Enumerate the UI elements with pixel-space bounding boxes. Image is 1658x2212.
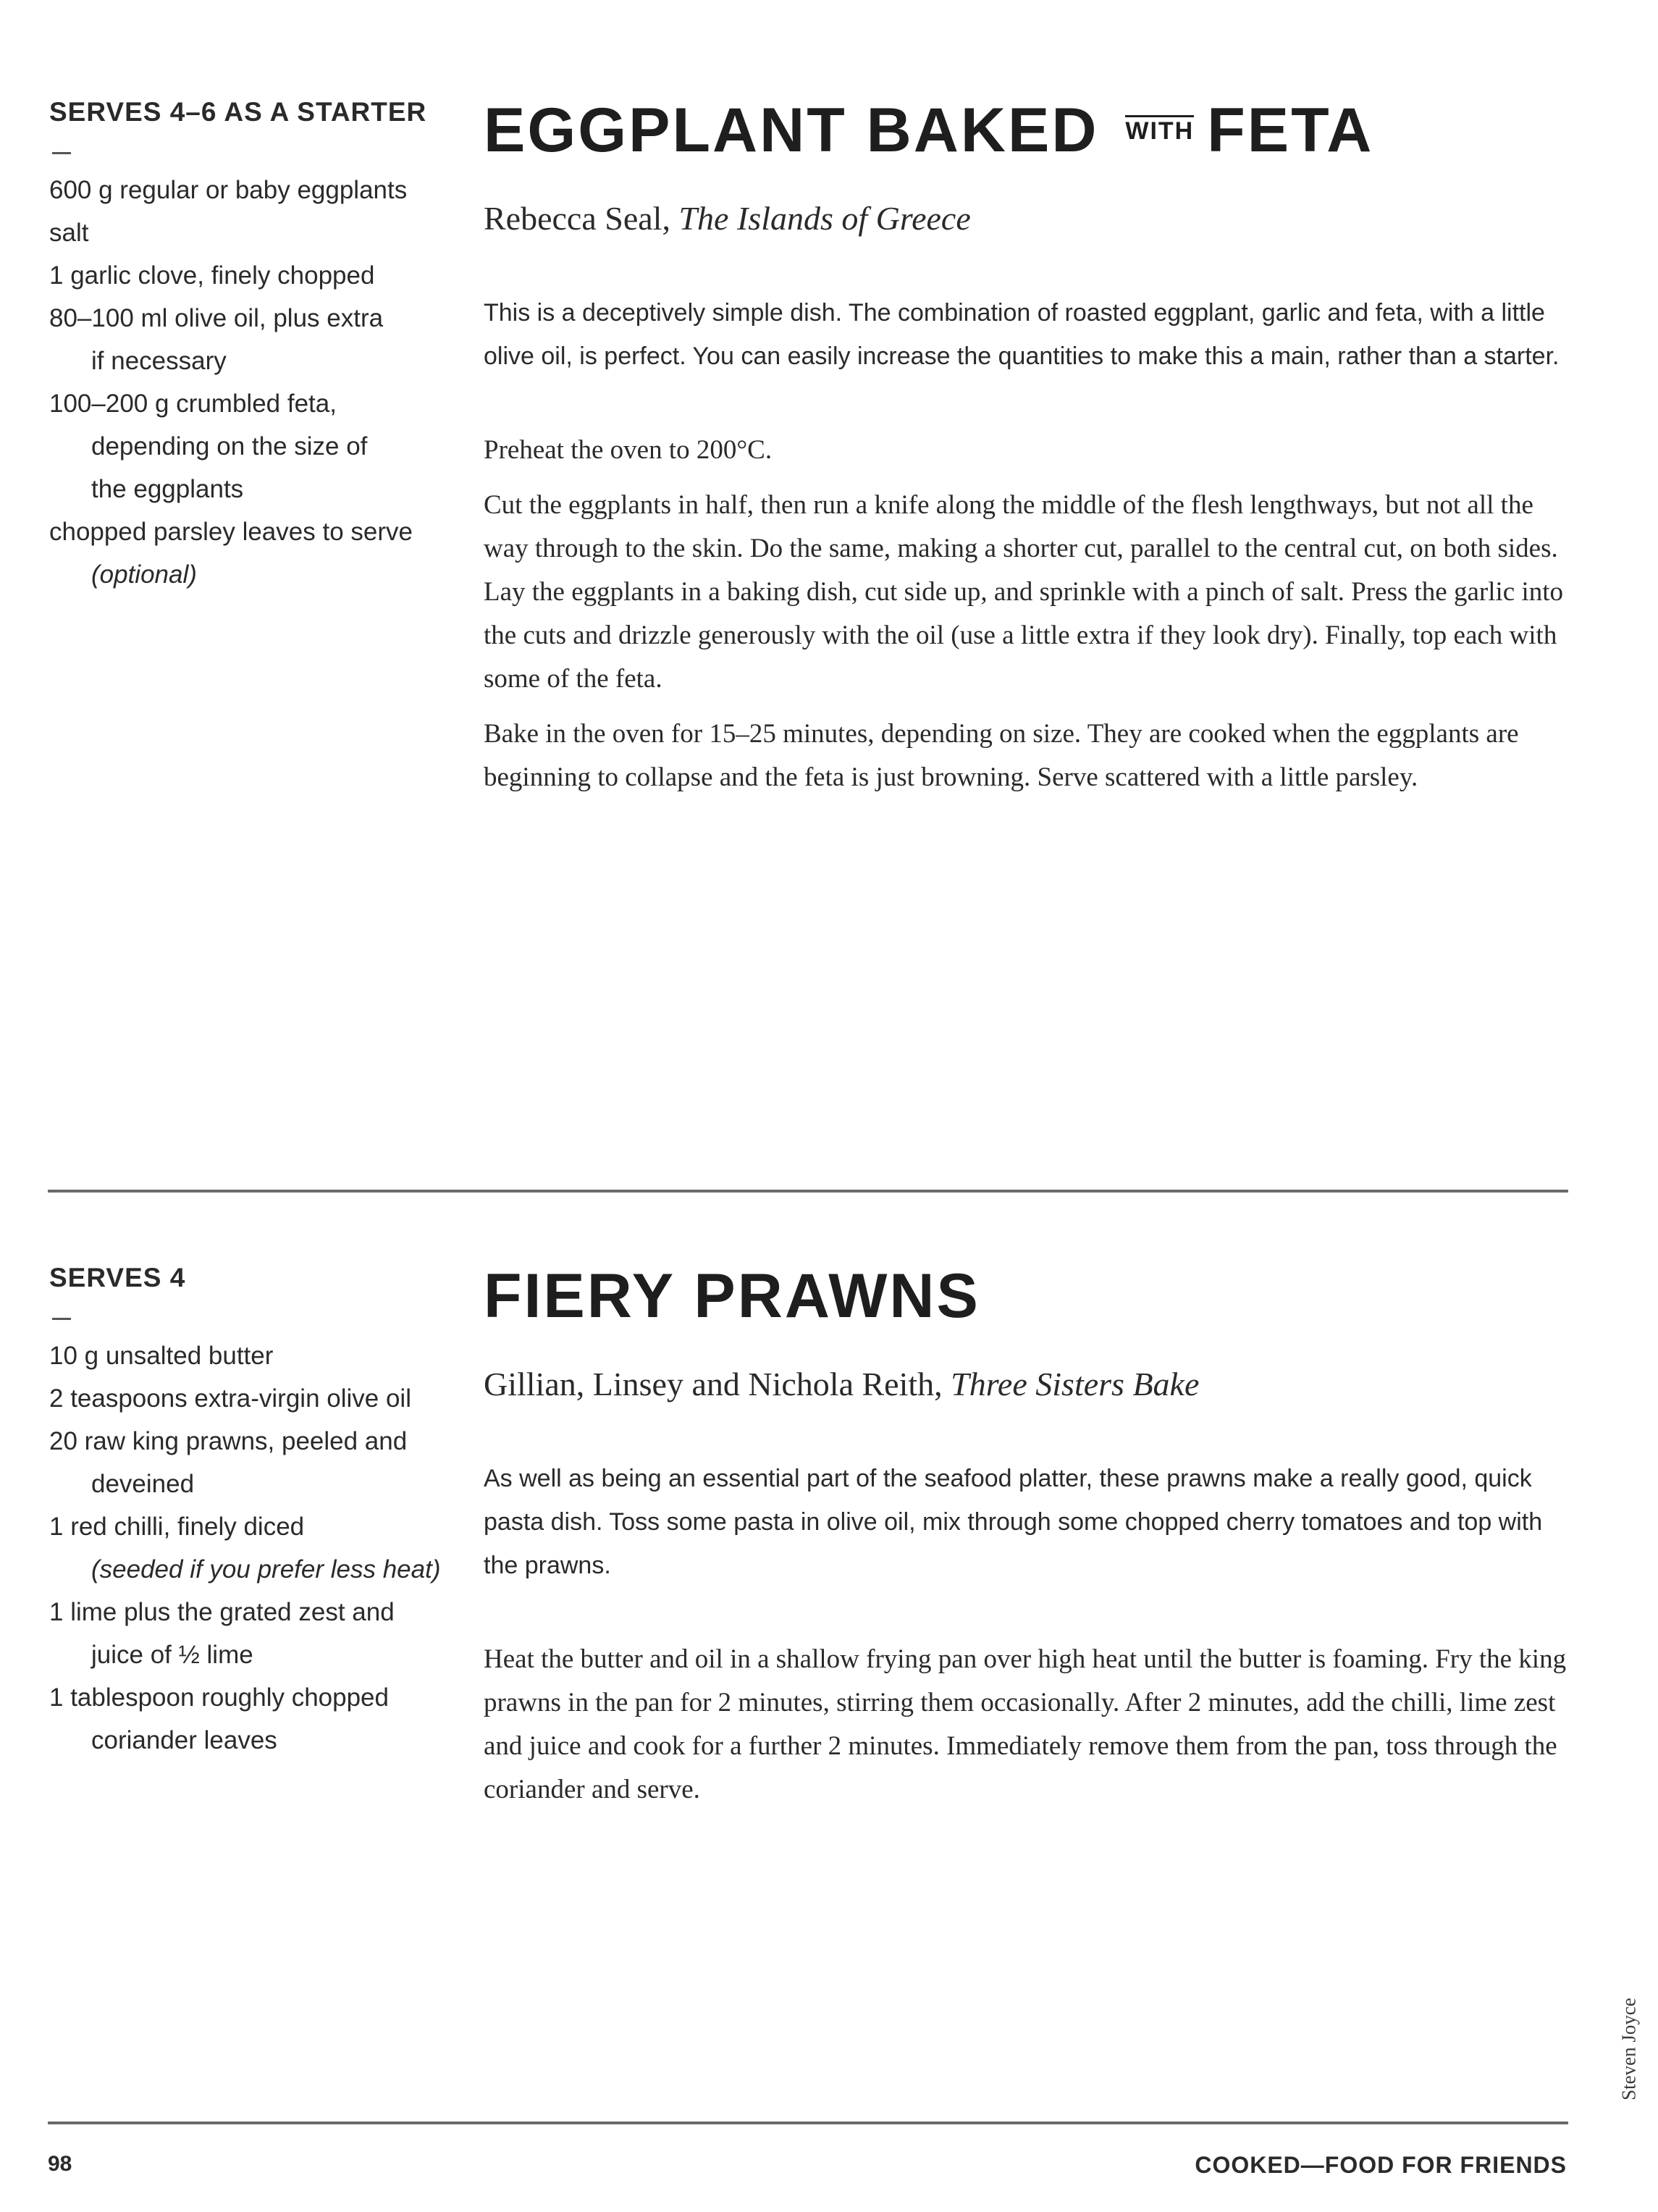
ingredient-continuation: juice of ½ lime: [91, 1641, 253, 1669]
ingredient-continuation: coriander leaves: [91, 1726, 277, 1754]
ingredient-text: 10 g unsalted butter: [49, 1342, 274, 1370]
book-title: Three Sisters Bake: [951, 1366, 1200, 1403]
ingredient-item: [49, 169, 455, 211]
recipe-body: [484, 1260, 1577, 1812]
recipe-intro: As well as being an essential part of the seafood platter, these prawns make a really good, quick pasta dish. Toss some pasta in olive oil, mix through some chopped cherry tomatoes and top with the prawns.: [484, 1465, 1543, 1579]
recipe-fiery-prawns: [0, 1260, 1658, 2056]
title-connector: WITH: [1125, 115, 1194, 143]
method-section: [484, 429, 1577, 799]
recipe-attribution: [484, 1363, 1577, 1406]
serves-label: SERVES 4–6 AS A STARTER: [49, 97, 427, 127]
ingredient-item: [49, 1420, 455, 1505]
page-number: 98: [48, 2152, 72, 2176]
section-divider: [48, 1190, 1568, 1193]
ingredient-continuation: if necessary: [91, 347, 227, 375]
ingredient-continuation: the eggplants: [91, 475, 244, 503]
ingredient-text: 100–200 g crumbled feta,: [49, 390, 337, 418]
ingredient-text: 2 teaspoons extra-virgin olive oil: [49, 1384, 411, 1413]
ingredient-note: (seeded if you prefer less heat): [91, 1555, 441, 1584]
ingredients-column: [49, 94, 455, 596]
ingredient-item: [49, 1334, 455, 1377]
author-name: Gillian, Linsey and Nichola Reith,: [484, 1366, 943, 1403]
dash-divider: [52, 152, 71, 154]
ingredient-item: [49, 382, 455, 510]
method-step: Bake in the oven for 15–25 minutes, depending on size. They are cooked when the eggplants are beginning to collapse and the feta is just browning. Serve scattered with a little parsley.: [484, 719, 1519, 792]
ingredient-item: [49, 1676, 455, 1762]
ingredient-text: 1 lime plus the grated zest and: [49, 1598, 395, 1626]
ingredient-list: [49, 1334, 455, 1762]
method-step: Heat the butter and oil in a shallow frying pan over high heat until the butter is foaming. Fry the king prawns in the pan for 2 minutes, stirring them occasionally. After 2 minutes, add the chilli, lime zest and juice and cook for a further 2 minutes. Immediately remove them from the pan, toss through the coriander and serve.: [484, 1644, 1567, 1804]
author-name: Rebecca Seal,: [484, 200, 670, 237]
method-section: [484, 1638, 1577, 1812]
ingredient-text: chopped parsley leaves to serve: [49, 518, 413, 546]
ingredient-item: [49, 254, 455, 297]
ingredient-item: [49, 1591, 455, 1676]
recipe-title: [484, 94, 1577, 167]
recipe-eggplant: [0, 94, 1658, 1166]
recipe-title: FIERY PRAWNS: [484, 1261, 980, 1331]
recipe-attribution: [484, 197, 1577, 240]
ingredient-item: [49, 211, 455, 254]
ingredient-text: 20 raw king prawns, peeled and: [49, 1427, 408, 1455]
ingredient-item: [49, 1505, 455, 1591]
ingredient-text: 600 g regular or baby eggplants: [49, 176, 408, 204]
method-step: Preheat the oven to 200°C.: [484, 435, 773, 465]
serves-label: SERVES 4: [49, 1263, 186, 1292]
title-part: EGGPLANT BAKED: [484, 96, 1099, 165]
ingredient-text: 1 garlic clove, finely chopped: [49, 261, 375, 290]
photo-credit: Steven Joyce: [1617, 1998, 1640, 2100]
book-title: The Islands of Greece: [678, 200, 971, 237]
ingredient-text: salt: [49, 219, 89, 247]
ingredient-item: [49, 297, 455, 382]
ingredient-item: [49, 1377, 455, 1420]
ingredient-list: [49, 169, 455, 596]
ingredient-text: 1 red chilli, finely diced: [49, 1513, 305, 1541]
ingredient-continuation: depending on the size of: [91, 432, 368, 461]
ingredient-continuation: deveined: [91, 1470, 195, 1498]
ingredients-column: [49, 1260, 455, 1762]
dash-divider: [52, 1318, 71, 1320]
ingredient-item: [49, 510, 455, 596]
recipe-body: [484, 94, 1577, 799]
title-part: FETA: [1207, 96, 1374, 165]
running-title: COOKED—FOOD FOR FRIENDS: [1195, 2152, 1567, 2178]
ingredient-text: 80–100 ml olive oil, plus extra: [49, 304, 384, 332]
footer-divider: [48, 2121, 1568, 2124]
recipe-intro: This is a deceptively simple dish. The combination of roasted eggplant, garlic and feta, with a little olive oil, is perfect. You can easily increase the quantities to make this a main, rather than a starter.: [484, 299, 1560, 370]
method-step: Cut the eggplants in half, then run a knife along the middle of the flesh lengthways, but not all the way through to the skin. Do the same, making a shorter cut, parallel to the central cut, on both sides. Lay the eggplants in a baking dish, cut side up, and sprinkle with a pinch of salt. Press the garlic into the cuts and drizzle generously with the oil (use a little extra if they look dry). Finally, top each with some of the feta.: [484, 490, 1564, 694]
ingredient-text: 1 tablespoon roughly chopped: [49, 1683, 389, 1712]
ingredient-note: (optional): [91, 560, 197, 589]
